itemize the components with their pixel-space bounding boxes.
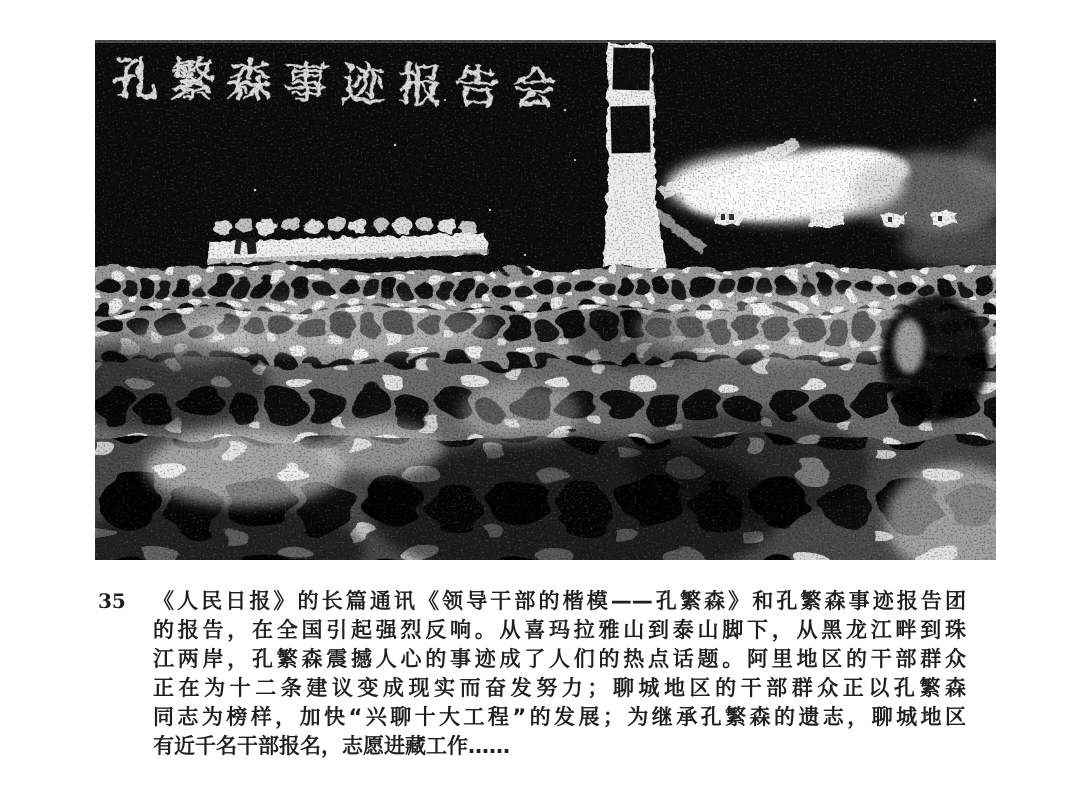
hall-photo-svg <box>95 40 996 560</box>
caption-line: 江两岸，孔繁森震撼人心的事迹成了人们的热点话题。阿里地区的干部群众 <box>153 647 966 671</box>
grain-black <box>95 40 996 560</box>
caption-line: 正在为十二条建议变成现实而奋发努力；聊城地区的干部群众正以孔繁森 <box>153 676 966 700</box>
banner-text: 孔繁森事迹报告会 <box>112 52 570 116</box>
caption-line: 的报告，在全国引起强烈反响。从喜玛拉雅山到泰山脚下，从黑龙江畔到珠 <box>153 618 966 642</box>
caption-line: 《人民日报》的长篇通讯《领导干部的楷模——孔繁森》和孔繁森事迹报告团 <box>153 589 966 613</box>
caption-text <box>153 587 966 761</box>
event-photo <box>95 40 996 560</box>
caption-number: 35 <box>98 589 126 613</box>
caption <box>98 587 966 761</box>
caption-line: 有近千名干部报名，志愿进藏工作…… <box>153 734 510 758</box>
caption-line: 同志为榜样，加快“兴聊十大工程”的发展；为继承孔繁森的遗志，聊城地区 <box>153 705 966 729</box>
